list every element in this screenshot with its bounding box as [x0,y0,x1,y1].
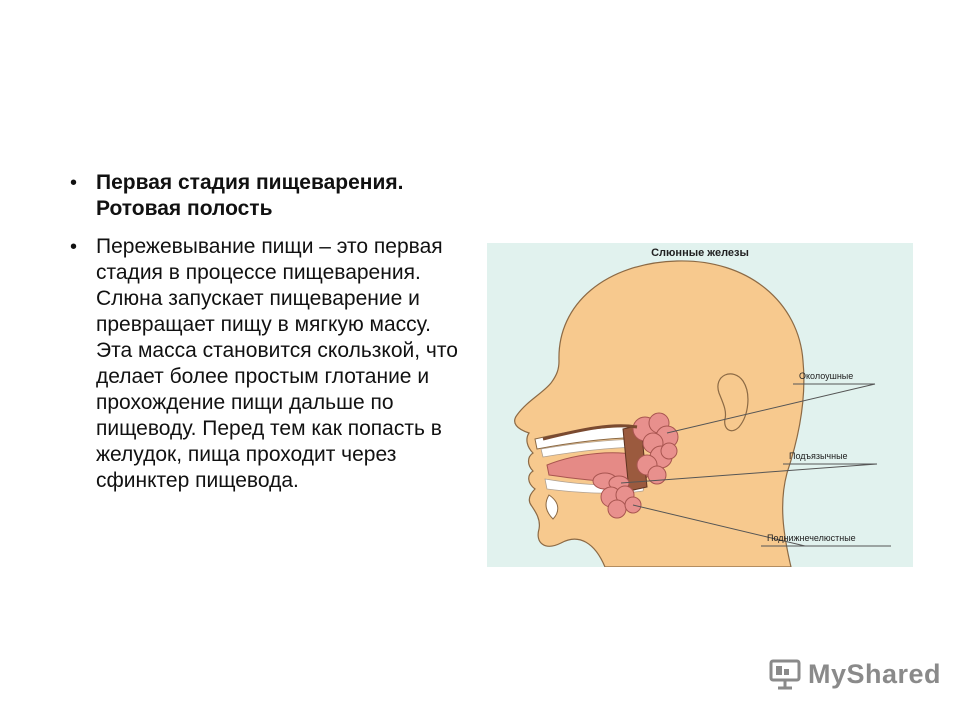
label-sublingual: Подъязычные [789,451,848,461]
bullet-list [70,170,460,506]
label-submandibular: Поднижнечелюстные [767,533,856,543]
bullet-body [70,234,460,494]
label-parotid: Околоушные [799,371,854,381]
heading-text: Первая стадия пищеварения. Ротовая полость [96,171,404,220]
salivary-glands-figure [487,243,913,567]
body-text: Пережевывание пищи – это первая стадия в процессе пищеварения. Слюна запускает пищеварение и превращает пищу в мягкую массу. Эта масса становится скользкой, что делает более простым глотание и прохождение пищи дальше по пищеводу. Перед тем как попасть в желудок, пища проходит через сфинктер пищевода. [96,235,458,492]
presentation-board-icon [768,657,802,691]
bullet-dot: • [70,172,78,194]
watermark [768,656,941,692]
figure-title: Слюнные железы [651,247,749,259]
bullet-heading [70,170,460,222]
head-illustration [487,243,913,567]
bullet-dot: • [70,236,78,258]
watermark-text: MyShared [808,658,942,689]
